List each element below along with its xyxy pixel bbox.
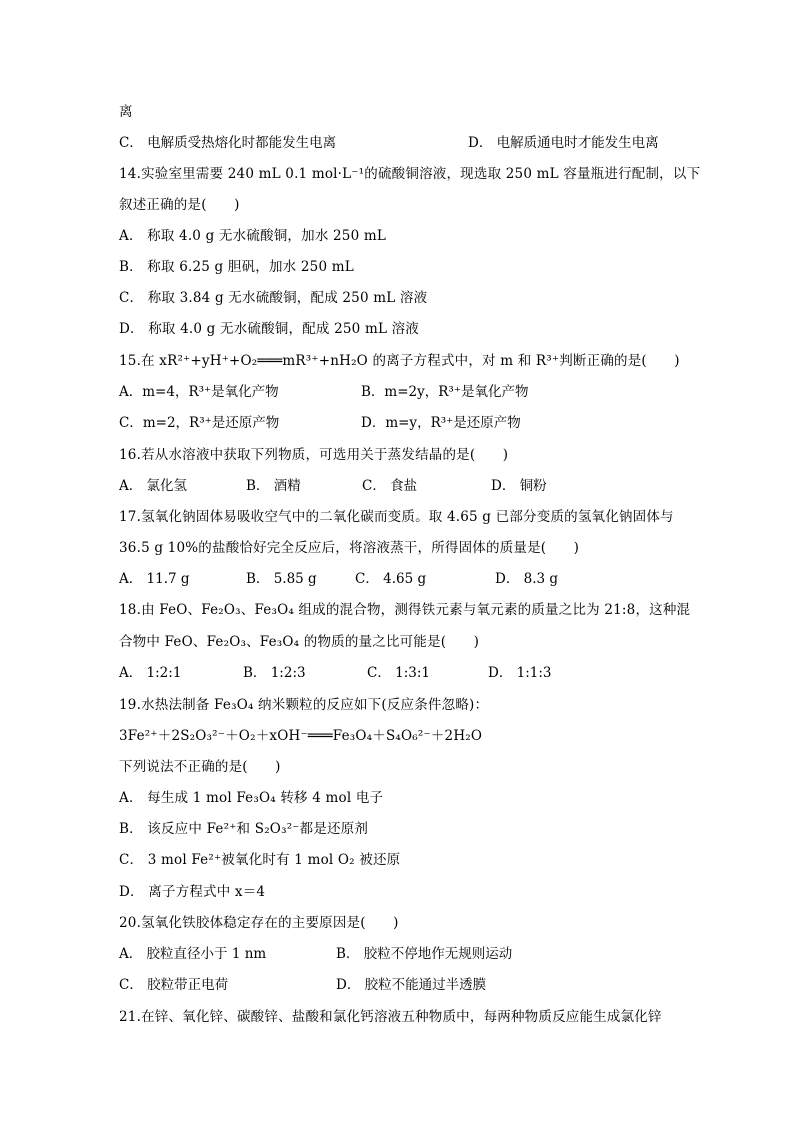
q15-option-a: A．m=4，R³⁺是氧化产物 <box>119 384 279 400</box>
q17-option-d: D． 8.3 g <box>495 571 559 587</box>
q19-stem: 19.水热法制备 Fe₃O₄ 纳米颗粒的反应如下(反应条件忽略)： <box>119 697 489 713</box>
q14-stem-line1: 14.实验室里需要 240 mL 0.1 mol·L⁻¹的硫酸铜溶液，现选取 250 mL 容量瓶进行配制，以下 <box>119 166 701 182</box>
q19-option-b: B． 该反应中 Fe²⁺和 S₂O₃²⁻都是还原剂 <box>119 821 369 837</box>
q19-equation: 3Fe²⁺＋2S₂O₃²⁻＋O₂＋xOH⁻═══Fe₃O₄＋S₄O₆²⁻＋2H₂O <box>119 728 483 744</box>
q16-option-d: D． 铜粉 <box>491 478 547 494</box>
q19-option-c: C． 3 mol Fe²⁺被氧化时有 1 mol O₂ 被还原 <box>119 852 401 868</box>
q17-option-a: A． 11.7 g <box>119 571 190 587</box>
q14-option-a: A． 称取 4.0 g 无水硫酸铜，加水 250 mL <box>119 228 387 244</box>
q20-option-d: D． 胶粒不能通过半透膜 <box>336 977 487 993</box>
q14-option-b: B． 称取 6.25 g 胆矾，加水 250 mL <box>119 259 354 275</box>
q17-stem-line1: 17.氢氧化钠固体易吸收空气中的二氧化碳而变质。取 4.65 g 已部分变质的氢氧化钠固体与 <box>119 509 674 525</box>
q18-option-c: C． 1:3:1 <box>367 665 430 681</box>
q17-option-c: C． 4.65 g <box>355 571 427 587</box>
q19-option-d: D． 离子方程式中 x＝4 <box>119 884 266 900</box>
q14-stem-line2: 叙述正确的是( ) <box>119 197 240 213</box>
continued-text: 离 <box>119 104 133 120</box>
q20-option-c: C． 胶粒带正电荷 <box>119 977 229 993</box>
q17-stem-line2: 36.5 g 10%的盐酸恰好完全反应后，将溶液蒸干，所得固体的质量是( ) <box>119 540 580 556</box>
q14-option-c: C． 称取 3.84 g 无水硫酸铜，配成 250 mL 溶液 <box>119 290 428 306</box>
q20-option-a: A． 胶粒直径小于 1 nm <box>119 946 267 962</box>
q18-option-a: A． 1:2:1 <box>119 665 182 681</box>
q16-option-c: C． 食盐 <box>362 478 418 494</box>
q20-stem: 20.氢氧化铁胶体稳定存在的主要原因是( ) <box>119 915 399 931</box>
q18-option-b: B． 1:2:3 <box>243 665 306 681</box>
q18-option-d: D． 1:1:3 <box>488 665 552 681</box>
q16-stem: 16.若从水溶液中获取下列物质，可选用关于蒸发结晶的是( ) <box>119 447 509 463</box>
q16-option-a: A． 氯化氢 <box>119 478 188 494</box>
q17-option-b: B． 5.85 g <box>246 571 317 587</box>
q14-option-d: D． 称取 4.0 g 无水硫酸铜，配成 250 mL 溶液 <box>119 321 420 337</box>
q15-option-b: B．m=2y，R³⁺是氧化产物 <box>361 384 529 400</box>
q16-option-b: B． 酒精 <box>246 478 301 494</box>
q15-option-d: D．m=y，R³⁺是还原产物 <box>361 415 521 431</box>
q13-option-c: C． 电解质受热熔化时都能发生电离 <box>119 135 337 151</box>
q21-stem-line1: 21.在锌、氧化锌、碳酸锌、盐酸和氯化钙溶液五种物质中，每两种物质反应能生成氯化锌 <box>119 1009 662 1025</box>
q13-option-d: D． 电解质通电时才能发生电离 <box>468 135 659 151</box>
q19-option-a: A． 每生成 1 mol Fe₃O₄ 转移 4 mol 电子 <box>119 790 384 806</box>
q15-option-c: C．m=2，R³⁺是还原产物 <box>119 415 280 431</box>
q18-stem-line1: 18.由 FeO、Fe₂O₃、Fe₃O₄ 组成的混合物，测得铁元素与氧元素的质量之比为 21:8，这种混 <box>119 602 691 618</box>
q20-option-b: B． 胶粒不停地作无规则运动 <box>336 946 513 962</box>
q15-stem: 15.在 xR²⁺+yH⁺+O₂═══mR³⁺+nH₂O 的离子方程式中，对 m 和 R³⁺判断正确的是( ) <box>119 353 680 369</box>
q18-stem-line2: 合物中 FeO、Fe₂O₃、Fe₃O₄ 的物质的量之比可能是( ) <box>119 634 480 650</box>
q19-prompt: 下列说法不正确的是( ) <box>119 759 281 775</box>
